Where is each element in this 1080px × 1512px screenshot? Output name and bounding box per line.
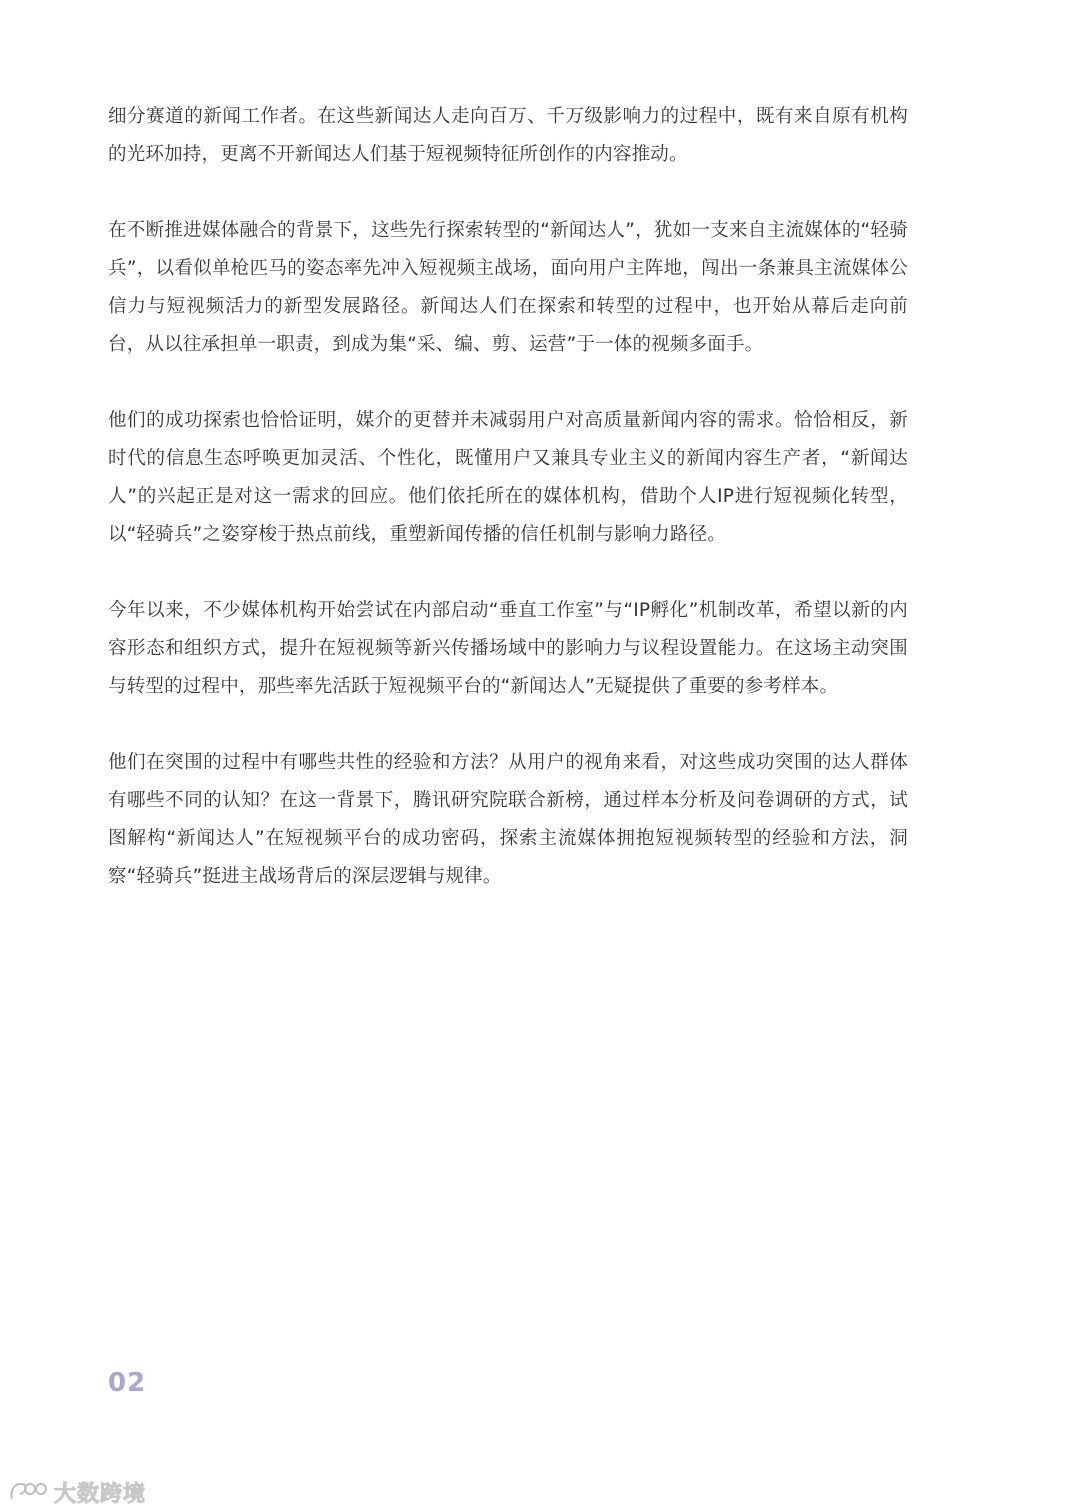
paragraph-2: 在不断推进媒体融合的背景下，这些先行探索转型的“新闻达人”，犹如一支来自主流媒体的“轻骑兵”，以看似单枪匹马的姿态率先冲入短视频主战场，面向用户主阵地，闯出一条兼具主流媒体公信力与短视频活力的新型发展路径。新闻达人们在探索和转型的过程中，也开始从幕后走向前台，从以往承担单一职责，到成为集“采、编、剪、运营”于一体的视频多面手。	[108, 220, 908, 355]
page-number: 02	[108, 1368, 147, 1398]
article-body	[108, 98, 908, 934]
paragraph-4: 今年以来，不少媒体机构开始尝试在内部启动“垂直工作室”与“IP孵化”机制改革，希望以新的内容形态和组织方式，提升在短视频等新兴传播场域中的影响力与议程设置能力。在这场主动突围与转型的过程中，那些率先活跃于短视频平台的“新闻达人”无疑提供了重要的参考样本。	[108, 600, 908, 697]
paragraph-1: 细分赛道的新闻工作者。在这些新闻达人走向百万、千万级影响力的过程中，既有来自原有机构的光环加持，更离不开新闻达人们基于短视频特征所创作的内容推动。	[108, 106, 908, 165]
brand-logo-icon	[8, 1479, 48, 1505]
watermark-text: 大数跨境	[54, 1481, 147, 1507]
watermark	[8, 1474, 146, 1510]
paragraph-3: 他们的成功探索也恰恰证明，媒介的更替并未减弱用户对高质量新闻内容的需求。恰恰相反，新时代的信息生态呼唤更加灵活、个性化，既懂用户又兼具专业主义的新闻内容生产者，“新闻达人”的兴起正是对这一需求的回应。他们依托所在的媒体机构，借助个人IP进行短视频化转型，以“轻骑兵”之姿穿梭于热点前线，重塑新闻传播的信任机制与影响力路径。	[108, 410, 908, 545]
paragraph-5: 他们在突围的过程中有哪些共性的经验和方法？从用户的视角来看，对这些成功突围的达人群体有哪些不同的认知？在这一背景下，腾讯研究院联合新榜，通过样本分析及问卷调研的方式，试图解构“新闻达人”在短视频平台的成功密码，探索主流媒体拥抱短视频转型的经验和方法，洞察“轻骑兵”挺进主战场背后的深层逻辑与规律。	[108, 752, 908, 887]
